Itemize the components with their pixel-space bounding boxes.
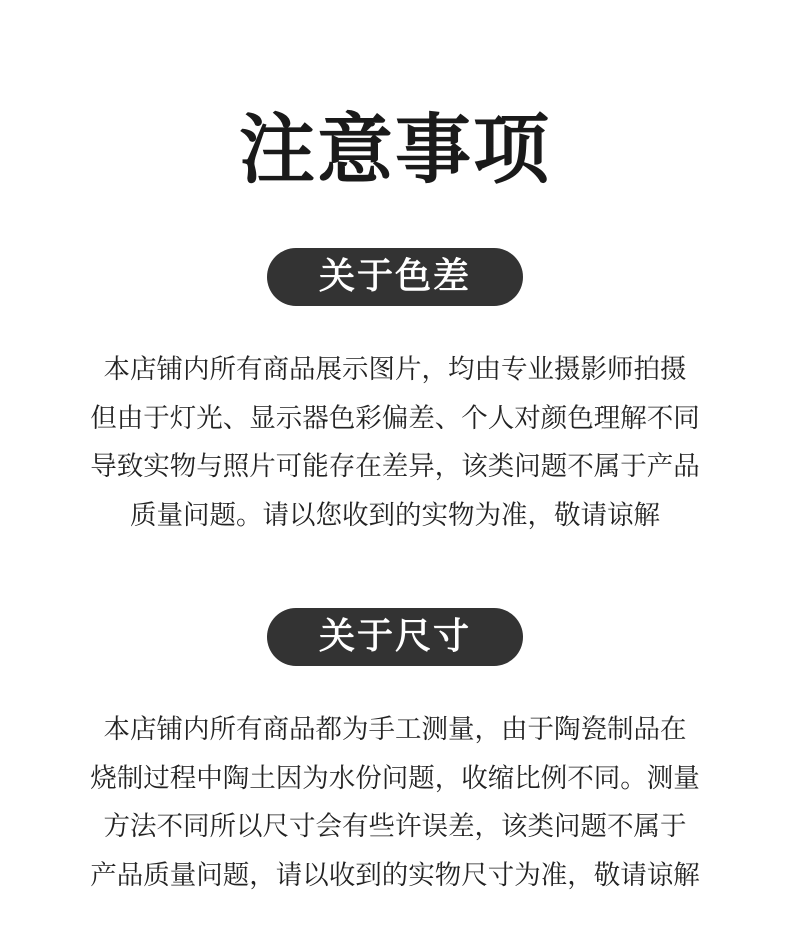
body-line: 但由于灯光、显示器色彩偏差、个人对颜色理解不同: [90, 402, 700, 434]
body-line: 烧制过程中陶土因为水份问题，收缩比例不同。测量: [90, 762, 700, 794]
body-line: 本店铺内所有商品都为手工测量，由于陶瓷制品在: [103, 714, 687, 745]
body-line: 导致实物与照片可能存在差异，该类问题不属于产品: [90, 451, 700, 482]
page-title: 注意事项: [239, 105, 551, 194]
body-line: 产品质量问题，请以收到的实物尺寸为准，敬请谅解: [90, 859, 700, 891]
body-line: 本店铺内所有商品展示图片，均由专业摄影师拍摄: [103, 354, 687, 385]
section-heading-color-difference: 关于色差: [267, 248, 523, 306]
section-heading-size: 关于尺寸: [267, 608, 523, 666]
section-body-color-difference: [20, 346, 770, 540]
section-body-size: [20, 706, 770, 900]
body-line: 质量问题。请以您收到的实物为准，敬请谅解: [130, 499, 660, 531]
body-line: 方法不同所以尺寸会有些许误差，该类问题不属于: [103, 811, 687, 842]
